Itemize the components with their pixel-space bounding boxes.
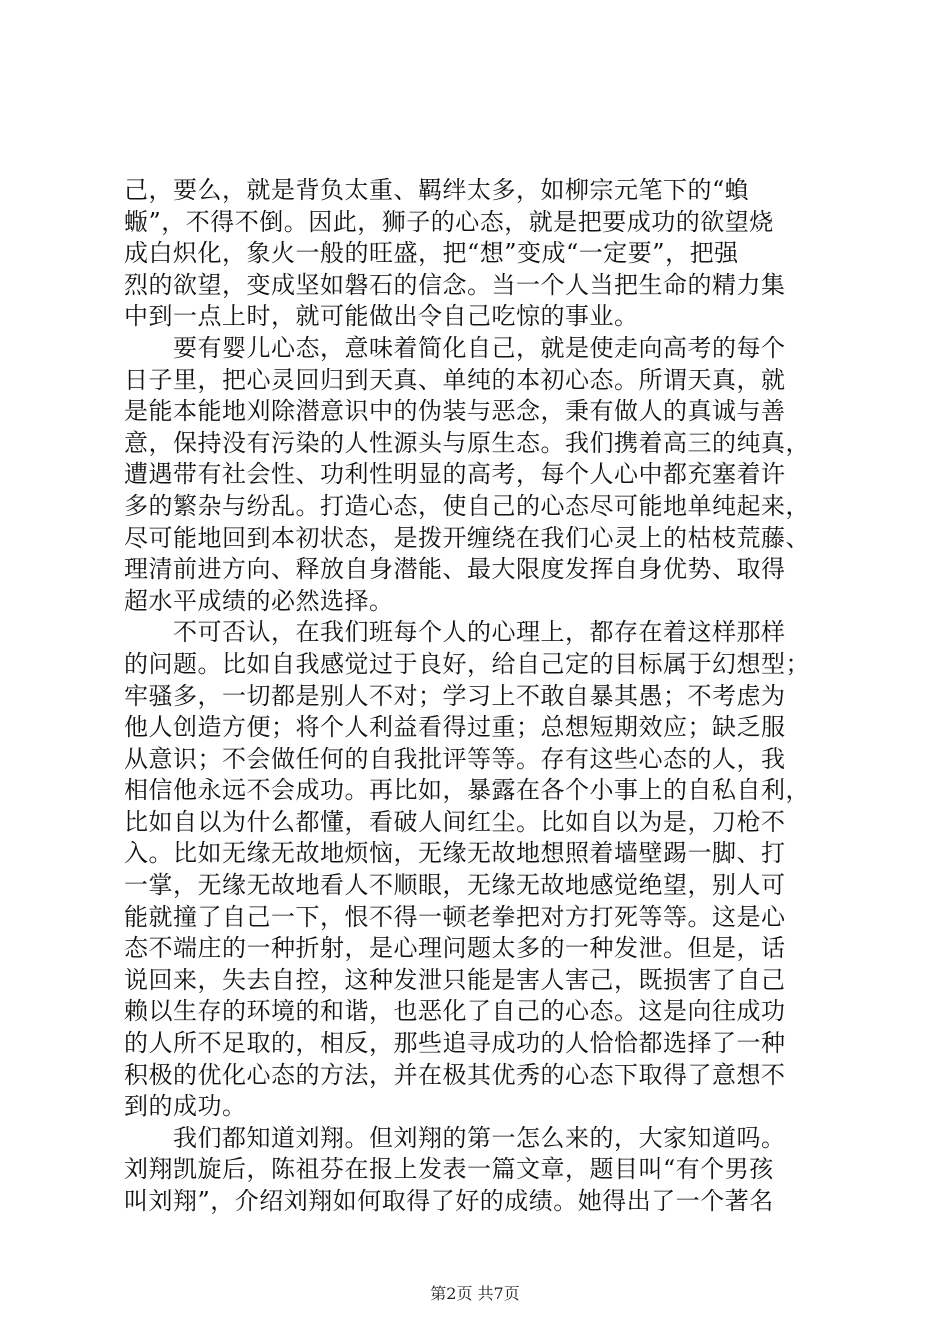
text-line: 超水平成绩的必然选择。 [124,586,394,615]
page-number-label: 第2页 共7页 [430,1284,520,1303]
text-line: 牢骚多，一切都是别人不对；学习上不敢自暴其愚；不考虑为 [124,681,786,710]
text-line: 日子里，把心灵回归到天真、单纯的本初心态。所谓天真，就 [124,365,786,394]
page-footer [0,1284,950,1304]
text-line: 他人创造方便；将个人利益看得过重；总想短期效应；缺乏服 [124,713,786,742]
text-line: 尽可能地回到本初状态，是拨开缠绕在我们心灵上的枯枝荒藤、 [124,523,810,552]
text-line: 己，要么，就是背负太重、羁绊太多，如柳宗元笔下的“蝜 [124,176,750,204]
text-line: 从意识；不会做任何的自我批评等等。存有这些心态的人，我 [124,744,786,773]
body-text [124,175,830,1218]
text-line: 到的成功。 [124,1092,247,1121]
text-line: 意，保持没有污染的人性源头与原生态。我们携着高三的纯真， [124,428,810,457]
text-line: 不可否认，在我们班每个人的心理上，都存在着这样那样 [124,618,786,647]
text-line: 是能本能地刈除潜意识中的伪装与恶念，秉有做人的真诚与善 [124,397,786,426]
text-line: 态不端庄的一种折射，是心理问题太多的一种发泄。但是，话 [124,934,786,963]
text-line: 入。比如无缘无故地烦恼，无缘无故地想照着墙壁踢一脚、打 [124,839,786,868]
text-line: 理清前进方向、释放自身潜能、最大限度发挥自身优势、取得 [124,555,786,584]
text-line: 能就撞了自己一下，恨不得一顿老拳把对方打死等等。这是心 [124,902,786,931]
text-line: 赖以生存的环境的和谐，也恶化了自己的心态。这是向往成功 [124,997,786,1026]
text-line: 要有婴儿心态，意味着简化自己，就是使走向高考的每个 [124,333,786,362]
text-line: 遭遇带有社会性、功利性明显的高考，每个人心中都充塞着许 [124,460,786,489]
text-line: 中到一点上时，就可能做出令自己吃惊的事业。 [124,302,639,331]
text-line: 蝂”，不得不倒。因此，狮子的心态，就是把要成功的欲望烧 [124,207,774,236]
text-line: 刘翔凯旋后，陈祖芬在报上发表一篇文章，题目叫“有个男孩 [124,1155,774,1184]
text-line: 的人所不足取的，相反，那些追寻成功的人恰恰都选择了一种 [124,1029,786,1058]
text-line: 成白炽化，象火一般的旺盛，把“想”变成“一定要”，把强 [124,239,739,268]
text-line: 的问题。比如自我感觉过于良好，给自己定的目标属于幻想型； [124,649,810,678]
text-line: 积极的优化心态的方法，并在极其优秀的心态下取得了意想不 [124,1060,786,1089]
text-line: 一掌，无缘无故地看人不顺眼，无缘无故地感觉绝望，别人可 [124,871,786,900]
text-line: 相信他永远不会成功。再比如，暴露在各个小事上的自私自利， [124,776,810,805]
text-line: 说回来，失去自控，这种发泄只能是害人害己，既损害了自己 [124,965,786,994]
text-line: 比如自以为什么都懂，看破人间红尘。比如自以为是，刀枪不 [124,807,786,836]
text-line: 叫刘翔”，介绍刘翔如何取得了好的成绩。她得出了一个著名 [124,1187,774,1215]
text-line: 烈的欲望，变成坚如磐石的信念。当一个人当把生命的精力集 [124,270,786,299]
text-line: 多的繁杂与纷乱。打造心态，使自己的心态尽可能地单纯起来， [124,491,810,520]
text-line: 我们都知道刘翔。但刘翔的第一怎么来的，大家知道吗。 [124,1123,786,1152]
